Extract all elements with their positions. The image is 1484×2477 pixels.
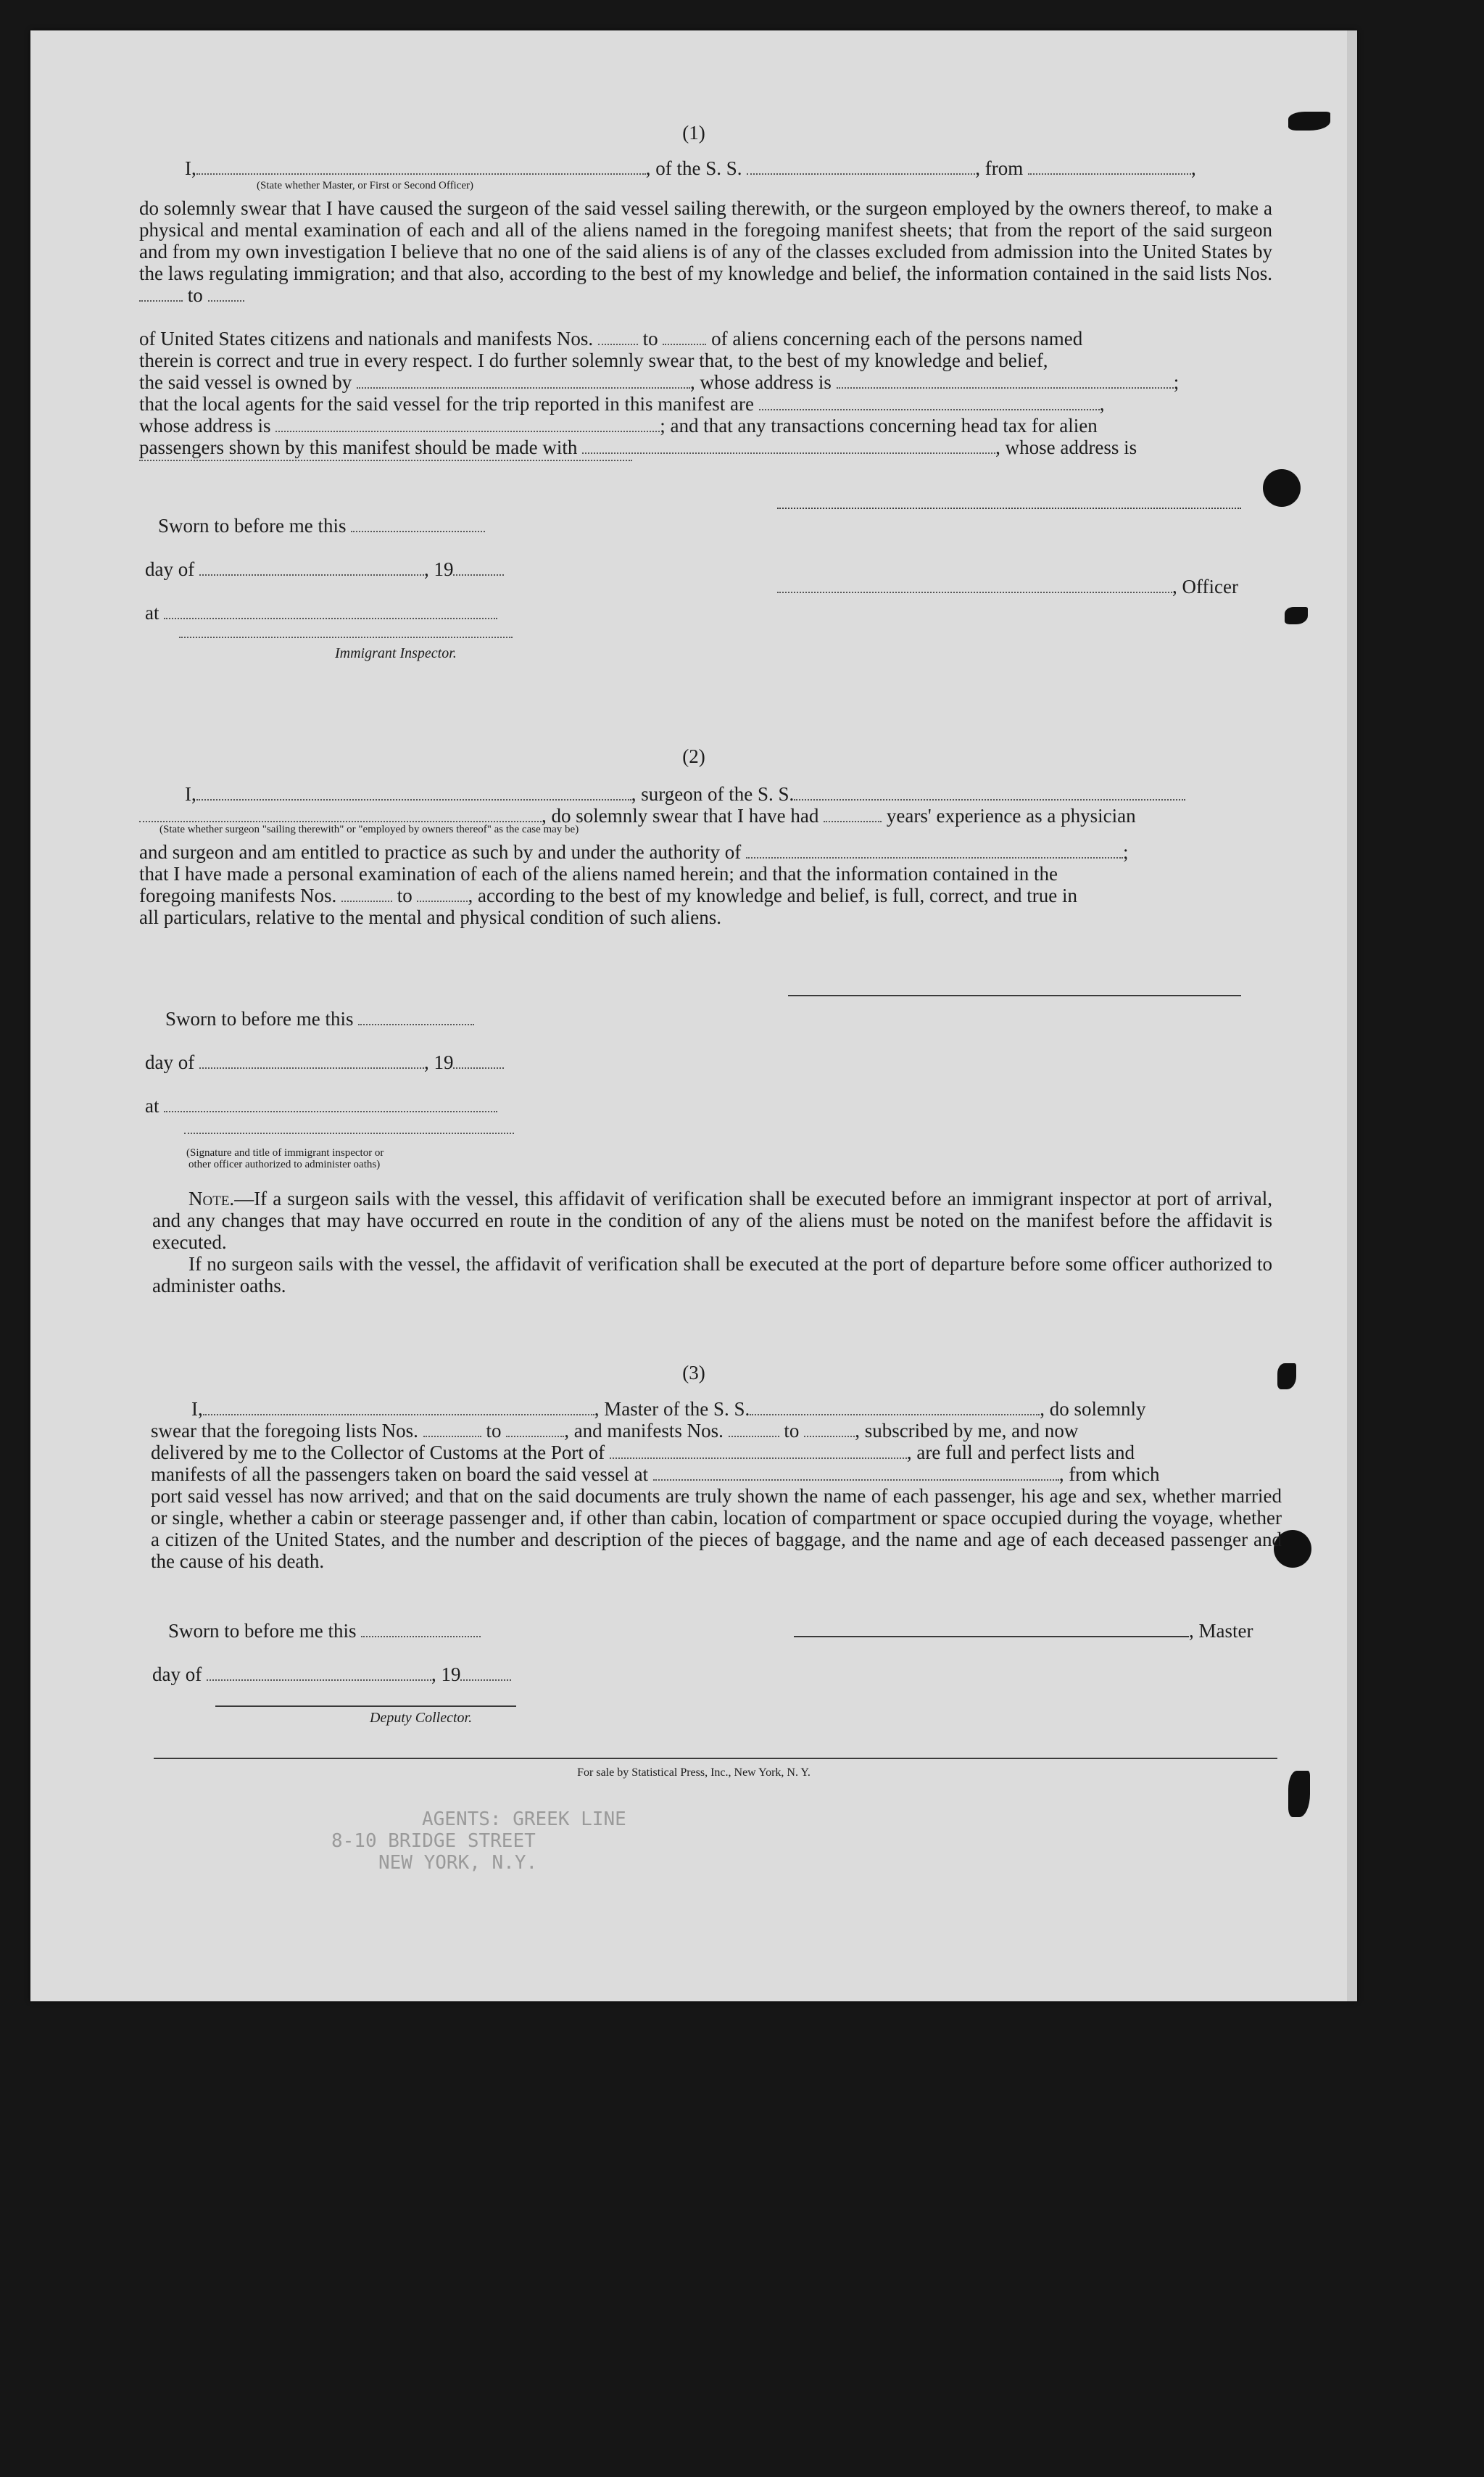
- section-1-further-line: therein is correct and true in every respect. I do further solemnly swear that, to the best of my knowledge and belief,: [139, 350, 1048, 371]
- section-1-lists-line: of United States citizens and nationals and manifests Nos. to of aliens concerning each of the persons named: [139, 328, 1083, 350]
- delivered-line: delivered by me to the Collector of Customs at the Port of , are full and perfect lists and: [151, 1442, 1135, 1463]
- particulars-line: all particulars, relative to the mental and physical condition of such aliens.: [139, 906, 721, 928]
- section-2-first-line: I, , surgeon of the S. S.: [185, 783, 1185, 805]
- address-blank: [139, 460, 632, 461]
- day-of-line-3: day of , 19: [152, 1663, 511, 1685]
- paper-edge: [1347, 30, 1357, 2001]
- inspector-signature-line-2: [184, 1133, 514, 1134]
- section-3-first-line: I, , Master of the S. S. , do solemnly: [191, 1398, 1146, 1420]
- printer-imprint: For sale by Statistical Press, Inc., New York, N. Y.: [577, 1766, 811, 1779]
- master-line: , Master: [794, 1620, 1253, 1642]
- deputy-caption: Deputy Collector.: [370, 1710, 473, 1726]
- punch-hole-top: [1263, 469, 1301, 507]
- local-agents-line: that the local agents for the said vessel for the trip reported in this manifest are ,: [139, 393, 1105, 415]
- sig-caption-1: (Signature and title of immigrant inspector or: [186, 1147, 384, 1159]
- day-of-line-2: day of , 19: [145, 1051, 504, 1073]
- surgeon-caption: (State whether surgeon "sailing therewith" or "employed by owners thereof" as the case may be): [159, 824, 579, 835]
- manifest-page: [30, 30, 1357, 2001]
- foregoing-manifests-line: foregoing manifests Nos. to , according to the best of my knowledge and belief, is full, correct, and true in: [139, 885, 1077, 906]
- at-line-2: at: [145, 1095, 497, 1117]
- sworn-line-3: Sworn to before me this: [168, 1620, 481, 1642]
- day-of-line-1: day of , 19: [145, 558, 504, 580]
- footer-rule: [154, 1758, 1277, 1759]
- owned-by-line: the said vessel is owned by , whose address is ;: [139, 371, 1180, 393]
- practice-line: and surgeon and am entitled to practice as such by and under the authority of ;: [139, 841, 1129, 863]
- sworn-line-1: Sworn to before me this: [158, 515, 485, 537]
- agent-stamp-line-3: NEW YORK, N.Y.: [378, 1852, 538, 1874]
- surgeon-signature-line: [788, 995, 1241, 996]
- swear-lists-line: swear that the foregoing lists Nos. to , and manifests Nos. to , subscribed by me, and now: [151, 1420, 1079, 1442]
- passengers-line: passengers shown by this manifest should be made with , whose address is: [139, 437, 1137, 458]
- deputy-signature-line: [215, 1705, 516, 1707]
- examination-line: that I have made a personal examination of each of the aliens named herein; and that the information contained in the: [139, 863, 1058, 885]
- sig-caption-2: other officer authorized to administer oaths): [188, 1159, 381, 1170]
- agent-stamp-line-1: AGENTS: GREEK LINE: [422, 1808, 626, 1830]
- section-2-second-line: , do solemnly swear that I have had years' experience as a physician: [139, 805, 1136, 827]
- torn-edge-mark: [1285, 607, 1308, 624]
- sworn-line-2: Sworn to before me this: [165, 1008, 474, 1030]
- officer-caption: (State whether Master, or First or Second Officer): [257, 180, 474, 191]
- officer-line: , Officer: [777, 576, 1238, 597]
- section-2-number: (2): [682, 745, 705, 767]
- officer-signature-line-a: [777, 508, 1241, 509]
- note-paragraph: Note.—If a surgeon sails with the vessel, this affidavit of verification shall be executed before an immigrant inspector at port of arrival, and any changes that may have occurred en route in the condition of any of the aliens must be noted on the manifest before the affidavit is executed.: [152, 1188, 1272, 1253]
- section-3-number: (3): [682, 1362, 705, 1384]
- head-tax-line: whose address is ; and that any transactions concerning head tax for alien: [139, 415, 1098, 437]
- section-3-body: port said vessel has now arrived; and that on the said documents are truly shown the name of each passenger, his age and sex, whether married or single, whether a cabin or steerage passenger and, if other than cabin, location of compartment or space occupied during the voyage, whether a citizen of the United States, and the number and description of the pieces of baggage, and the name and age of each deceased passenger and the cause of his death.: [151, 1485, 1282, 1572]
- at-line-1: at: [145, 602, 497, 624]
- inspector-signature-line: [179, 637, 513, 638]
- manifests-all-line: manifests of all the passengers taken on board the said vessel at , from which: [151, 1463, 1160, 1485]
- section-1-first-line: I, , of the S. S. , from ,: [185, 157, 1196, 179]
- note-paragraph-2: If no surgeon sails with the vessel, the affidavit of verification shall be executed at the port of departure before some officer authorized to administer oaths.: [152, 1253, 1272, 1297]
- section-1-number: (1): [682, 122, 705, 144]
- inspector-caption: Immigrant Inspector.: [335, 645, 457, 661]
- section-1-body: do solemnly swear that I have caused the surgeon of the said vessel sailing therewith, or the surgeon employed by the owners thereof, to make a physical and mental examination of each and all of the aliens named in the foregoing manifest sheets; that from the report of the said surgeon and from my own investigation I believe that no one of the said aliens is of any of the classes excluded from admission into the United States by the laws regulating immigration; and that also, according to the best of my knowledge and belief, the information contained in the said lists Nos. to: [139, 197, 1272, 306]
- agent-stamp-line-2: 8-10 BRIDGE STREET: [331, 1830, 536, 1852]
